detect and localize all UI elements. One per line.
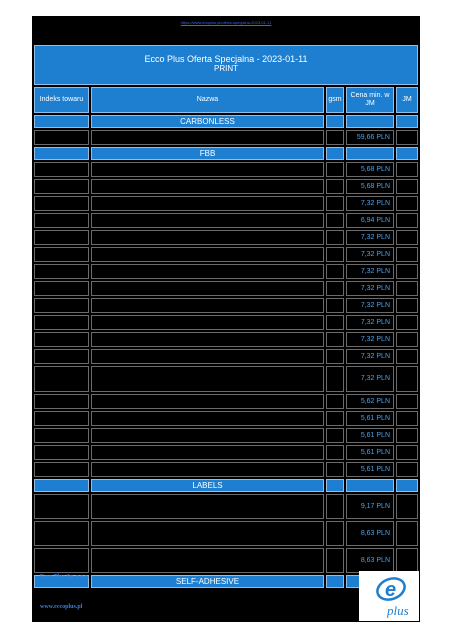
jm-cell (396, 298, 418, 313)
index-cell (34, 315, 89, 330)
price-cell: 6,94 PLN (346, 213, 394, 228)
jm-cell (396, 281, 418, 296)
gsm-cell (326, 462, 344, 477)
gsm-cell (326, 394, 344, 409)
jm-cell (396, 428, 418, 443)
table-row (34, 366, 418, 392)
table-header (34, 87, 418, 113)
name-cell (91, 349, 324, 364)
jm-cell (396, 366, 418, 392)
jm-cell (396, 332, 418, 347)
table-row (34, 332, 418, 347)
table-row (34, 130, 418, 145)
gsm-cell (326, 479, 344, 492)
name-cell (91, 179, 324, 194)
index-cell (34, 479, 89, 492)
name-cell: LABELS (91, 479, 324, 492)
gsm-cell (326, 281, 344, 296)
table-row (34, 213, 418, 228)
name-cell (91, 162, 324, 177)
logo-text: plus (387, 603, 409, 618)
price-cell: 7,32 PLN (346, 264, 394, 279)
name-cell (91, 196, 324, 211)
index-cell (34, 462, 89, 477)
column-header-index: Indeks towaru (34, 87, 89, 113)
price-cell: 5,61 PLN (346, 462, 394, 477)
footer-company: Ecco Plus Sp. z o.o. (40, 574, 90, 580)
name-cell (91, 332, 324, 347)
jm-cell (396, 147, 418, 160)
jm-cell (396, 264, 418, 279)
name-cell (91, 548, 324, 573)
price-cell: 5,61 PLN (346, 411, 394, 426)
price-cell: 5,62 PLN (346, 394, 394, 409)
name-cell (91, 315, 324, 330)
index-cell (34, 366, 89, 392)
gsm-cell (326, 247, 344, 262)
index-cell (34, 179, 89, 194)
column-header-gsm: gsm (326, 87, 344, 113)
gsm-cell (326, 521, 344, 546)
index-cell (34, 130, 89, 145)
name-cell (91, 445, 324, 460)
index-cell (34, 349, 89, 364)
price-cell: 7,32 PLN (346, 366, 394, 392)
table-row (34, 494, 418, 519)
jm-cell (396, 213, 418, 228)
name-cell (91, 411, 324, 426)
column-header-price: Cena min. w JM (346, 87, 394, 113)
jm-cell (396, 462, 418, 477)
index-cell (34, 411, 89, 426)
price-cell: 7,32 PLN (346, 315, 394, 330)
table-row (34, 230, 418, 245)
price-cell: 7,32 PLN (346, 298, 394, 313)
jm-cell (396, 247, 418, 262)
price-cell (346, 147, 394, 160)
jm-cell (396, 179, 418, 194)
name-cell (91, 462, 324, 477)
table-row (34, 349, 418, 364)
name-cell (91, 394, 324, 409)
jm-cell (396, 349, 418, 364)
name-cell (91, 428, 324, 443)
gsm-cell (326, 494, 344, 519)
index-cell (34, 445, 89, 460)
table-row (34, 264, 418, 279)
table-row (34, 411, 418, 426)
jm-cell (396, 196, 418, 211)
gsm-cell (326, 298, 344, 313)
jm-cell (396, 394, 418, 409)
index-cell (34, 196, 89, 211)
index-cell (34, 162, 89, 177)
index-cell (34, 281, 89, 296)
jm-cell (396, 548, 418, 573)
table-row (34, 548, 418, 573)
price-cell: 7,32 PLN (346, 196, 394, 211)
table-row (34, 428, 418, 443)
table-row (34, 179, 418, 194)
table-row (34, 281, 418, 296)
gsm-cell (326, 130, 344, 145)
price-list-page (32, 16, 420, 622)
gsm-cell (326, 411, 344, 426)
price-cell: 5,61 PLN (346, 445, 394, 460)
jm-cell (396, 315, 418, 330)
logo-letter: e (385, 579, 397, 601)
jm-cell (396, 230, 418, 245)
table-row (34, 462, 418, 477)
index-cell (34, 298, 89, 313)
price-cell: 5,68 PLN (346, 162, 394, 177)
index-cell (34, 521, 89, 546)
name-cell: FBB (91, 147, 324, 160)
price-cell: 7,32 PLN (346, 349, 394, 364)
table-row (34, 394, 418, 409)
table-row (34, 162, 418, 177)
category-row (34, 479, 418, 492)
gsm-cell (326, 264, 344, 279)
jm-cell (396, 479, 418, 492)
top-link[interactable]: https://www.ecoplus.pl/oferta-specjalna-2023-01-11 (180, 20, 272, 25)
gsm-cell (326, 445, 344, 460)
price-cell: 8,63 PLN (346, 521, 394, 546)
name-cell (91, 213, 324, 228)
gsm-cell (326, 147, 344, 160)
table-row (34, 445, 418, 460)
index-cell (34, 428, 89, 443)
price-cell (346, 479, 394, 492)
gsm-cell (326, 315, 344, 330)
gsm-cell (326, 115, 344, 128)
index-cell (34, 548, 89, 573)
gsm-cell (326, 179, 344, 194)
table-row (34, 521, 418, 546)
index-cell (34, 394, 89, 409)
name-cell (91, 130, 324, 145)
price-cell: 7,32 PLN (346, 332, 394, 347)
name-cell (91, 366, 324, 392)
price-cell: 7,32 PLN (346, 230, 394, 245)
name-cell (91, 298, 324, 313)
gsm-cell (326, 332, 344, 347)
index-cell (34, 230, 89, 245)
column-header-jm: JM (396, 87, 418, 113)
index-cell (34, 264, 89, 279)
name-cell (91, 247, 324, 262)
gsm-cell (326, 349, 344, 364)
price-cell: 7,32 PLN (346, 247, 394, 262)
category-row (34, 147, 418, 160)
jm-cell (396, 494, 418, 519)
price-cell: 7,32 PLN (346, 281, 394, 296)
name-cell (91, 281, 324, 296)
gsm-cell (326, 366, 344, 392)
price-cell: 5,61 PLN (346, 428, 394, 443)
price-cell: 8,63 PLN (346, 548, 394, 573)
gsm-cell (326, 162, 344, 177)
index-cell (34, 115, 89, 128)
gsm-cell (326, 230, 344, 245)
category-row (34, 115, 418, 128)
name-cell (91, 264, 324, 279)
name-cell (91, 521, 324, 546)
name-cell: SELF-ADHESIVE (91, 575, 324, 588)
gsm-cell (326, 196, 344, 211)
index-cell (34, 247, 89, 262)
jm-cell (396, 162, 418, 177)
column-header-name: Nazwa (91, 87, 324, 113)
jm-cell (396, 130, 418, 145)
name-cell (91, 230, 324, 245)
footer-website[interactable]: www.eccoplus.pl (40, 604, 83, 610)
gsm-cell (326, 575, 344, 588)
name-cell: CARBONLESS (91, 115, 324, 128)
jm-cell (396, 445, 418, 460)
gsm-cell (326, 428, 344, 443)
table-row (34, 315, 418, 330)
jm-cell (396, 115, 418, 128)
gsm-cell (326, 548, 344, 573)
table-row (34, 247, 418, 262)
table-row (34, 298, 418, 313)
price-cell: 9,17 PLN (346, 494, 394, 519)
offer-title: Ecco Plus Oferta Specjalna - 2023-01-11 (144, 54, 308, 64)
price-cell: 5,68 PLN (346, 179, 394, 194)
offer-header (34, 45, 418, 85)
jm-cell (396, 521, 418, 546)
ecoplus-logo-icon (359, 571, 419, 621)
offer-subtitle: PRINT (214, 64, 238, 73)
jm-cell (396, 411, 418, 426)
index-cell (34, 147, 89, 160)
price-cell (346, 115, 394, 128)
table-row (34, 196, 418, 211)
index-cell (34, 332, 89, 347)
price-cell: 59,66 PLN (346, 130, 394, 145)
ecoplus-logo (359, 571, 419, 621)
index-cell (34, 213, 89, 228)
name-cell (91, 494, 324, 519)
gsm-cell (326, 213, 344, 228)
index-cell (34, 494, 89, 519)
